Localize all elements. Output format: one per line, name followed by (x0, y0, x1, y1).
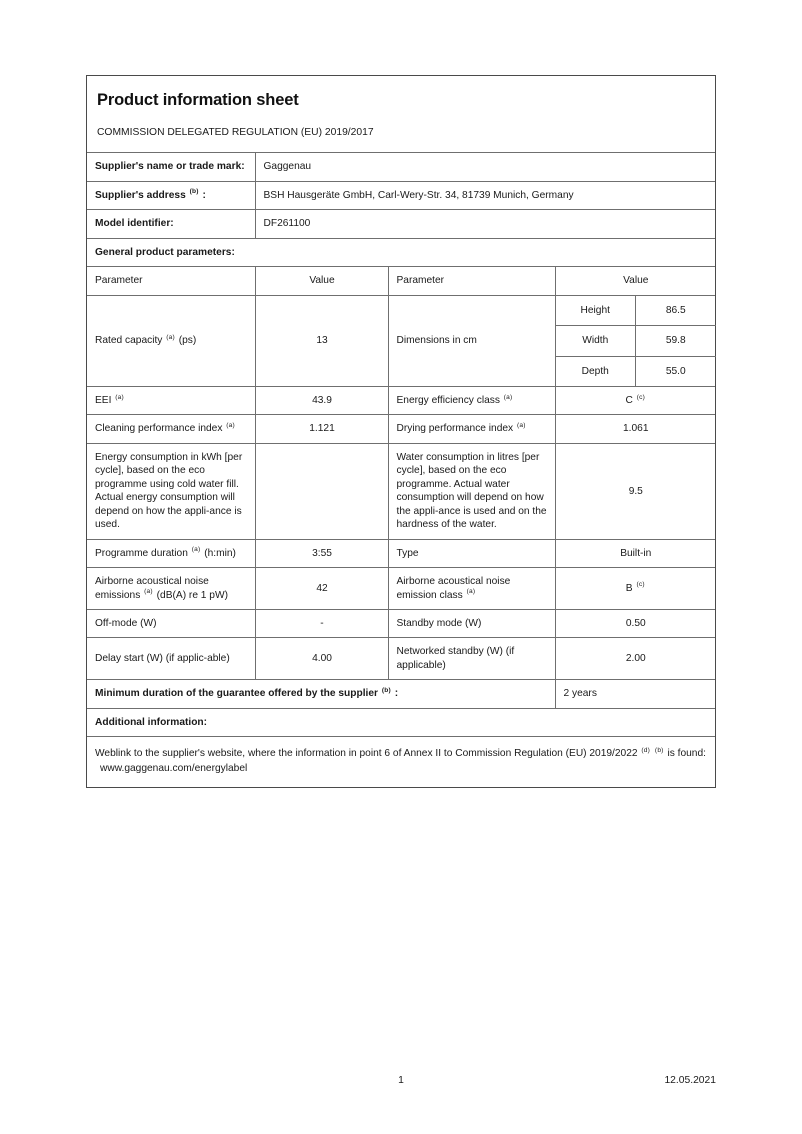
consumption-row (87, 443, 715, 539)
dimension-width-value: 59.8 (636, 326, 716, 356)
water-consumption-value: 9.5 (555, 443, 715, 539)
standby-mode-value: 0.50 (555, 609, 715, 637)
weblink-url[interactable]: www.gaggenau.com/energylabel (100, 762, 248, 774)
guarantee-row (87, 680, 715, 708)
programme-duration-label (87, 539, 255, 567)
general-parameters-label: General product parameters: (87, 238, 715, 266)
header-value-2: Value (555, 267, 715, 295)
footer-date: 12.05.2021 (664, 1075, 716, 1086)
performance-index-row (87, 415, 715, 443)
supplier-address-row (87, 181, 715, 209)
rated-capacity-unit: (ps) (178, 335, 197, 347)
title-cell (87, 76, 715, 118)
general-parameters-section-row (87, 238, 715, 266)
footnote-marker-a: (a) (166, 333, 175, 341)
supplier-address-label (87, 181, 255, 209)
dimension-height-label: Height (556, 296, 636, 326)
model-identifier-row (87, 210, 715, 238)
footnote-marker-c: (c) (636, 581, 645, 589)
networked-standby-label: Networked standby (W) (if applicable) (388, 638, 555, 680)
footnote-marker-d: (d) (641, 746, 651, 754)
water-consumption-label: Water consumption in litres [per cycle], based on the eco programme. Actual water consumption will depend on how the appli-ance is used and on the hardness of the water. (388, 443, 555, 539)
drying-performance-value: 1.061 (555, 415, 715, 443)
programme-duration-unit: (h:min) (204, 547, 236, 559)
header-parameter-1: Parameter (87, 267, 255, 295)
delay-start-label: Delay start (W) (if applic-able) (87, 638, 255, 680)
delay-networked-row (87, 638, 715, 680)
cleaning-performance-value: 1.121 (255, 415, 388, 443)
drying-performance-label-text: Drying performance index (396, 423, 514, 435)
footnote-marker-a: (a) (466, 588, 476, 596)
noise-emissions-label-text: Airborne acoustical noise emissions (95, 576, 209, 601)
noise-class-value (555, 568, 715, 610)
additional-information-label: Additional information: (87, 708, 715, 736)
rated-capacity-label-text: Rated capacity (95, 335, 163, 347)
supplier-address-value: BSH Hausgeräte GmbH, Carl-Wery-Str. 34, 81739 Munich, Germany (255, 181, 715, 209)
eei-label-text: EEI (95, 394, 112, 406)
noise-class-label (388, 568, 555, 610)
eei-energy-class-row (87, 386, 715, 414)
header-value-1: Value (255, 267, 388, 295)
column-header-row (87, 267, 715, 295)
supplier-address-colon: : (202, 189, 206, 201)
noise-class-label-text: Airborne acoustical noise emission class (396, 576, 511, 601)
dimensions-value-group (555, 295, 715, 386)
guarantee-label-text: Minimum duration of the guarantee offered by the supplier (95, 688, 379, 700)
supplier-name-value: Gaggenau (255, 153, 715, 181)
noise-emissions-unit: (dB(A) re 1 pW) (156, 589, 228, 601)
model-identifier-value: DF261100 (255, 210, 715, 238)
dimension-row-depth (556, 356, 716, 386)
footnote-marker-b: (b) (654, 746, 664, 754)
header-parameter-2: Parameter (388, 267, 555, 295)
product-information-sheet (86, 75, 716, 788)
eei-value: 43.9 (255, 386, 388, 414)
type-value: Built-in (555, 539, 715, 567)
page-footer (86, 1075, 716, 1093)
additional-information-row (87, 708, 715, 736)
off-mode-label: Off-mode (W) (87, 609, 255, 637)
regulation-reference: COMMISSION DELEGATED REGULATION (EU) 2019/2017 (97, 126, 374, 138)
regulation-cell (87, 118, 715, 153)
programme-duration-label-text: Programme duration (95, 547, 188, 559)
footnote-marker-b: (b) (189, 188, 199, 196)
noise-emissions-label (87, 568, 255, 610)
dimension-row-height (556, 296, 716, 326)
rated-capacity-dimensions-row (87, 295, 715, 386)
dimension-depth-value: 55.0 (636, 356, 716, 386)
eei-label (87, 386, 255, 414)
networked-standby-value: 2.00 (555, 638, 715, 680)
weblink-description: Weblink to the supplier's website, where the information in point 6 of Annex II to Commission Regulation (EU) 2019/2022 (95, 748, 638, 760)
guarantee-colon: : (394, 688, 399, 700)
energy-consumption-value (255, 443, 388, 539)
type-label: Type (388, 539, 555, 567)
footnote-marker-a: (a) (226, 422, 235, 430)
guarantee-value: 2 years (555, 680, 715, 708)
weblink-description-end: is found: (667, 748, 706, 760)
footnote-marker-a: (a) (517, 422, 526, 430)
weblink-cell (87, 737, 715, 787)
footnote-marker-a: (a) (191, 546, 201, 554)
noise-emissions-value: 42 (255, 568, 388, 610)
weblink-row (87, 737, 715, 787)
supplier-address-label-text: Supplier's address (95, 189, 186, 201)
rated-capacity-label (87, 295, 255, 386)
rated-capacity-value: 13 (255, 295, 388, 386)
title-row (87, 76, 715, 118)
energy-efficiency-class-label (388, 386, 555, 414)
cleaning-performance-label (87, 415, 255, 443)
energy-efficiency-class-value (555, 386, 715, 414)
dimensions-label: Dimensions in cm (388, 295, 555, 386)
cleaning-performance-label-text: Cleaning performance index (95, 423, 223, 435)
energy-consumption-label: Energy consumption in kWh [per cycle], based on the eco programme using cold water fill. Actual energy consumption will depend on how the appli-ance is used. (87, 443, 255, 539)
footnote-marker-a: (a) (503, 393, 513, 401)
energy-efficiency-class-label-text: Energy efficiency class (396, 394, 500, 406)
delay-start-value: 4.00 (255, 638, 388, 680)
dimension-depth-label: Depth (556, 356, 636, 386)
programme-duration-type-row (87, 539, 715, 567)
footnote-marker-a: (a) (115, 393, 124, 401)
dimension-width-label: Width (556, 326, 636, 356)
energy-efficiency-class-value-text: C (625, 394, 633, 406)
regulation-row (87, 118, 715, 153)
dimension-height-value: 86.5 (636, 296, 716, 326)
supplier-name-row (87, 153, 715, 181)
model-identifier-label: Model identifier: (87, 210, 255, 238)
noise-row (87, 568, 715, 610)
programme-duration-value: 3:55 (255, 539, 388, 567)
page-title: Product information sheet (97, 91, 299, 109)
noise-class-value-text: B (625, 582, 633, 594)
product-information-table (87, 76, 715, 787)
standby-mode-label: Standby mode (W) (388, 609, 555, 637)
dimensions-table (556, 296, 716, 386)
footer-page-number: 1 (398, 1075, 404, 1086)
off-standby-row (87, 609, 715, 637)
guarantee-label (87, 680, 555, 708)
supplier-name-label: Supplier's name or trade mark: (87, 153, 255, 181)
footnote-marker-a: (a) (144, 588, 153, 596)
footnote-marker-b: (b) (381, 686, 391, 694)
dimension-row-width (556, 326, 716, 356)
footnote-marker-c: (c) (636, 393, 646, 401)
drying-performance-label (388, 415, 555, 443)
off-mode-value: - (255, 609, 388, 637)
